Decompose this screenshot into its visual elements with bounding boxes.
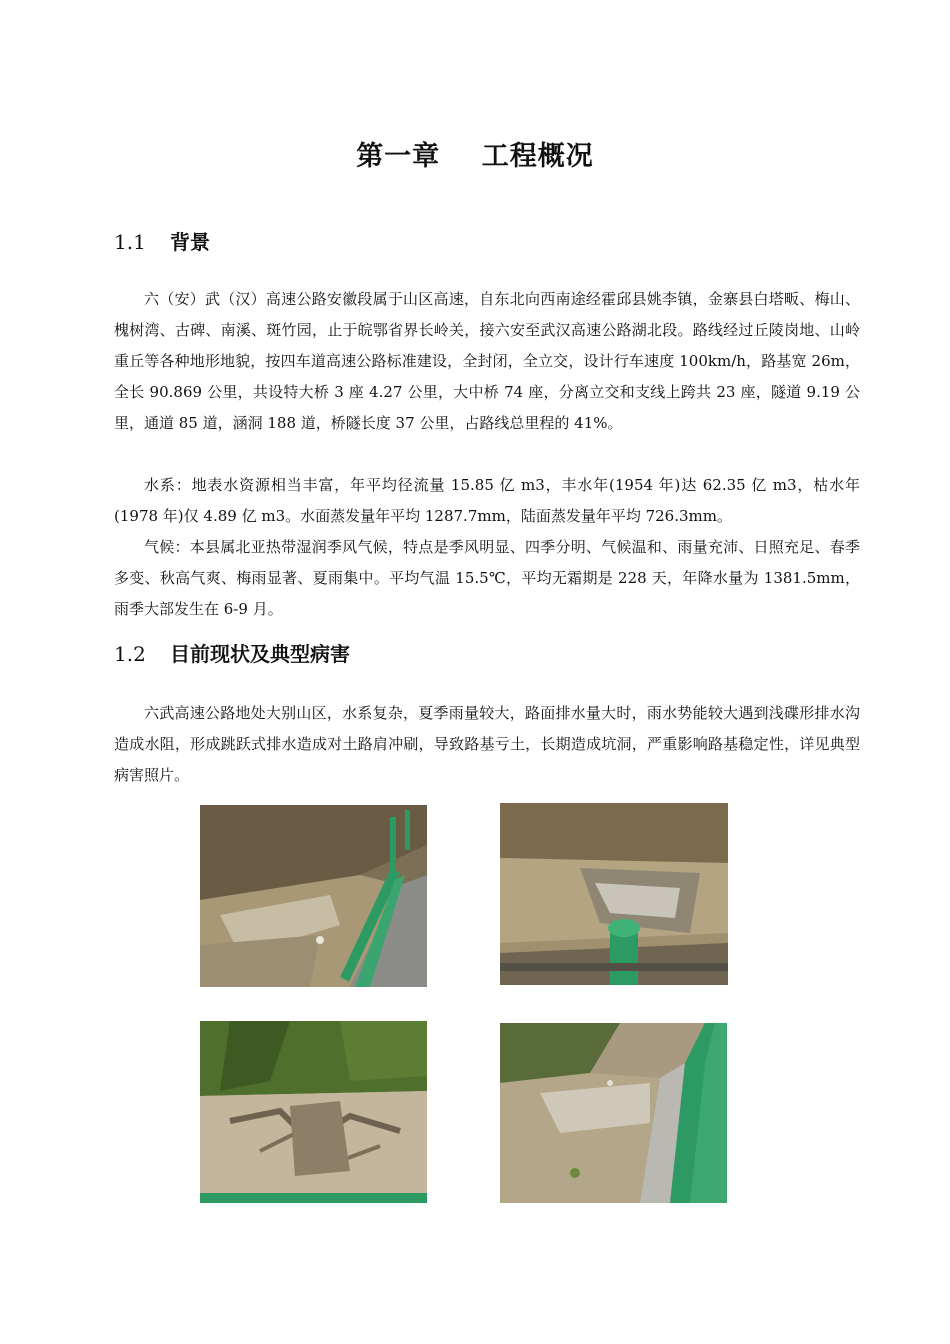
section-title: 目前现状及典型病害 (170, 642, 350, 666)
defect-photo-2 (500, 803, 728, 985)
defect-photo-1 (200, 805, 427, 987)
paragraph-typical-defects: 六武高速公路地处大别山区，水系复杂，夏季雨量较大，路面排水量大时，雨水势能较大遇到浅碟形排水沟造成水阻，形成跳跃式排水造成对土路肩冲刷，导致路基亏土，长期造成坑洞，严重影响路基稳定性，详见典型病害照片。 (114, 704, 860, 784)
defect-photo-4 (500, 1023, 727, 1203)
section-number: 1.1 (114, 230, 146, 254)
section-number: 1.2 (114, 642, 146, 666)
defect-photo-3 (200, 1021, 427, 1203)
paragraph-project-overview: 六（安）武（汉）高速公路安徽段属于山区高速，自东北向西南途经霍邱县姚李镇，金寨县白塔畈、梅山、槐树湾、古碑、南溪、斑竹园，止于皖鄂省界长岭关，接六安至武汉高速公路湖北段。路线经过丘陵岗地、山岭重丘等各种地形地貌，按四车道高速公路标准建设，全封闭，全立交，设计行车速度 100km/h，路基宽 26m，全长 90.869 公里，共设特大桥 3 座 4.27 公里，大中桥 74 座，分离立交和支线上跨共 23 座，隧道 9.19 公里，通道 85 道，涵洞 188 道，桥隧长度 37 公里，占路线总里程的 41%。 (114, 290, 860, 432)
section-heading-current-status (114, 638, 350, 667)
chapter-title: 第一章 工程概况 (356, 141, 594, 172)
paragraph-hydrology: 水系：地表水资源相当丰富，年平均径流量 15.85 亿 m3，丰水年(1954 年)达 62.35 亿 m3，枯水年(1978 年)仅 4.89 亿 m3。水面蒸发量年平均 1287.7mm，陆面蒸发量年平均 726.3mm。 (114, 476, 860, 525)
paragraph-climate: 气候：本县属北亚热带湿润季风气候，特点是季风明显、四季分明、气候温和、雨量充沛、日照充足、春季多变、秋高气爽、梅雨显著、夏雨集中。平均气温 15.5℃，平均无霜期是 228 天，年降水量为 1381.5mm，雨季大部发生在 6-9 月。 (114, 538, 860, 618)
section-title: 背景 (170, 230, 210, 254)
section-heading-background (114, 226, 210, 255)
